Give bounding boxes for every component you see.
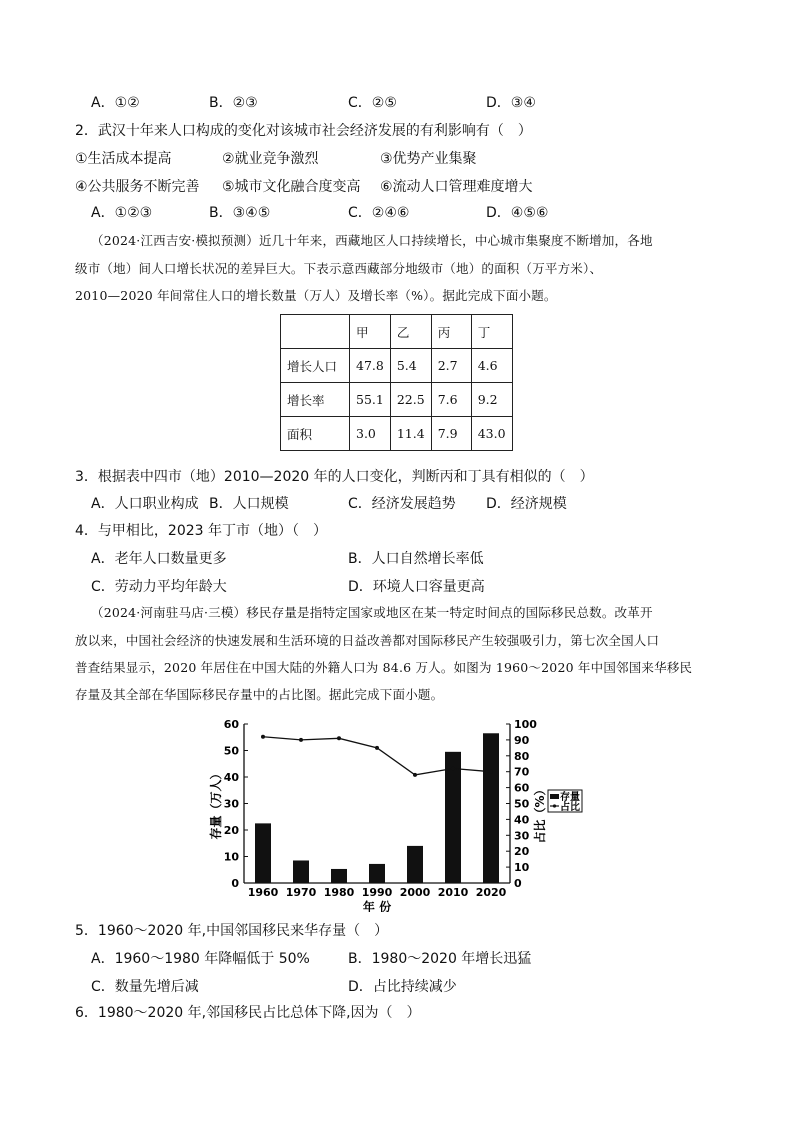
table-cell: 面积 (281, 417, 350, 451)
legend-label-share: 占比 (560, 802, 580, 813)
y-tick-label: 0 (231, 877, 239, 890)
x-tick-label: 1990 (361, 886, 393, 899)
bar-1990 (369, 864, 385, 883)
y2-tick-label: 100 (514, 718, 537, 731)
bar-1970 (293, 860, 309, 883)
table-cell: 11.4 (390, 417, 431, 451)
x-tick-label: 2010 (437, 886, 469, 899)
share-point-1960 (261, 735, 265, 739)
q4-option-c: C．劳动力平均年龄大 (91, 579, 227, 595)
q2-item-2: ②就业竞争激烈 (222, 151, 319, 167)
table-cell: 增长率 (281, 383, 350, 417)
share-point-1990 (375, 746, 379, 750)
table-cell: 增长人口 (281, 349, 350, 383)
migrant-chart (206, 712, 606, 912)
passage2-line4: 存量及其全部在华国际移民存量中的占比图。据此完成下面小题。 (75, 687, 444, 702)
passage2-line3: 普查结果显示，2020 年居住在中国大陆的外籍人口为 84.6 万人。如图为 1960～2020 年中国邻国来华移民 (75, 660, 693, 675)
table-cell: 4.6 (471, 349, 512, 383)
q5-option-a: A．1960～1980 年降幅低于 50% (91, 951, 310, 967)
q2-option-a: A．①②③ (91, 205, 153, 221)
q2-item-1: ①生活成本提高 (75, 151, 172, 167)
y-tick-label: 60 (223, 718, 239, 731)
q2-item-4: ④公共服务不断完善 (75, 179, 200, 195)
table-row (281, 417, 513, 451)
q5-stem: 5．1960～2020 年,中国邻国移民来华存量（ ） (75, 923, 389, 939)
q2-item-3: ③优势产业集聚 (380, 151, 477, 167)
x-tick-label: 2000 (399, 886, 431, 899)
table-header-cell (281, 315, 350, 349)
share-point-2010 (451, 767, 455, 771)
y2-tick-label: 50 (514, 797, 530, 811)
q1-option-b: B．②③ (209, 95, 258, 111)
y-tick-label: 40 (223, 771, 239, 784)
q2-option-c: C．②④⑥ (348, 205, 410, 221)
y2-tick-label: 90 (514, 733, 530, 747)
table-cell: 3.0 (350, 417, 391, 451)
q3-option-c: C．经济发展趋势 (348, 496, 456, 512)
table-row (281, 349, 513, 383)
share-point-1970 (299, 738, 303, 742)
y2-tick-label: 70 (514, 765, 530, 779)
x-tick-label: 2020 (475, 886, 507, 899)
q5-option-d: D．占比持续减少 (348, 979, 457, 995)
q2-item-5: ⑤城市文化融合度变高 (222, 179, 361, 195)
q1-option-a: A．①② (91, 95, 140, 111)
q3-option-d: D．经济规模 (486, 496, 567, 512)
q2-option-d: D．④⑤⑥ (486, 205, 549, 221)
q3-option-b: B．人口规模 (209, 496, 289, 512)
bar-1960 (255, 823, 271, 883)
y2-tick-label: 10 (514, 861, 530, 875)
y2-tick-label: 20 (514, 845, 530, 859)
y2-tick-label: 0 (514, 877, 522, 890)
table-header-cell: 甲 (350, 315, 391, 349)
y2-tick-label: 40 (514, 813, 530, 827)
q4-option-a: A．老年人口数量更多 (91, 551, 227, 567)
table-cell: 55.1 (350, 383, 391, 417)
q3-option-a: A．人口职业构成 (91, 496, 199, 512)
bar-1980 (331, 869, 347, 883)
table-header-row (281, 315, 513, 349)
table-cell: 7.6 (431, 383, 471, 417)
table-row (281, 383, 513, 417)
y-tick-label: 30 (223, 797, 239, 811)
x-axis-title: 年 份 (362, 900, 392, 912)
table-cell: 9.2 (471, 383, 512, 417)
legend-bar-swatch (550, 794, 559, 799)
passage2-line2: 放以来，中国社会经济的快速发展和生活环境的日益改善都对国际移民产生较强吸引力，第七次全国人口 (75, 633, 660, 648)
population-table (280, 314, 513, 451)
share-point-2000 (413, 773, 417, 777)
q5-option-c: C．数量先增后减 (91, 979, 199, 995)
share-point-1980 (337, 736, 341, 740)
bar-2010 (445, 752, 461, 883)
x-tick-label: 1980 (323, 886, 355, 899)
q1-option-c: C．②⑤ (348, 95, 397, 111)
y2-tick-label: 80 (514, 749, 530, 763)
y-tick-label: 50 (223, 744, 239, 758)
table-header-cell: 乙 (390, 315, 431, 349)
passage2-line1: （2024·河南驻马店·三模）移民存量是指特定国家或地区在某一特定时间点的国际移民总数。改革开 (91, 605, 653, 620)
y-tick-label: 20 (223, 824, 239, 837)
passage1-line2: 级市（地）间人口增长状况的差异巨大。下表示意西藏部分地级市（地）的面积（万平方米）、 (75, 261, 603, 276)
table-cell: 2.7 (431, 349, 471, 383)
y-tick-label: 10 (223, 850, 239, 864)
legend-line-marker (553, 804, 556, 807)
table-cell: 7.9 (431, 417, 471, 451)
passage1-line1: （2024·江西吉安·模拟预测）近几十年来，西藏地区人口持续增长，中心城市集聚度不断增加，各地 (91, 233, 653, 248)
q3-stem: 3．根据表中四市（地）2010—2020 年的人口变化，判断丙和丁具有相似的（ ） (75, 469, 594, 485)
y2-tick-label: 30 (514, 829, 530, 843)
y-axis-title: 存量（万人） (209, 767, 223, 840)
bar-2000 (407, 846, 423, 883)
x-tick-label: 1970 (285, 886, 317, 899)
table-header-cell: 丁 (471, 315, 512, 349)
q6-stem: 6．1980～2020 年,邻国移民占比总体下降,因为（ ） (75, 1005, 421, 1021)
table-cell: 22.5 (390, 383, 431, 417)
q5-option-b: B．1980～2020 年增长迅猛 (348, 951, 532, 967)
q4-stem: 4．与甲相比，2023 年丁市（地）（ ） (75, 523, 327, 539)
y2-axis-title: 占比（%） (533, 783, 547, 844)
table-header-cell: 丙 (431, 315, 471, 349)
bar-2020 (483, 733, 499, 883)
share-point-2020 (489, 770, 493, 774)
q2-stem: 2．武汉十年来人口构成的变化对该城市社会经济发展的有利影响有（ ） (75, 123, 532, 139)
q2-item-6: ⑥流动人口管理难度增大 (380, 179, 533, 195)
y2-tick-label: 60 (514, 781, 530, 795)
x-tick-label: 1960 (247, 886, 279, 899)
table-cell: 43.0 (471, 417, 512, 451)
q4-option-d: D．环境人口容量更高 (348, 579, 485, 595)
q4-option-b: B．人口自然增长率低 (348, 551, 484, 567)
table-cell: 47.8 (350, 349, 391, 383)
q2-option-b: B．③④⑤ (209, 205, 271, 221)
legend-label-stock: 存量 (560, 792, 580, 803)
table-cell: 5.4 (390, 349, 431, 383)
passage1-line3: 2010—2020 年间常住人口的增长数量（万人）及增长率（%）。据此完成下面小题。 (75, 288, 557, 303)
q1-option-d: D．③④ (486, 95, 536, 111)
